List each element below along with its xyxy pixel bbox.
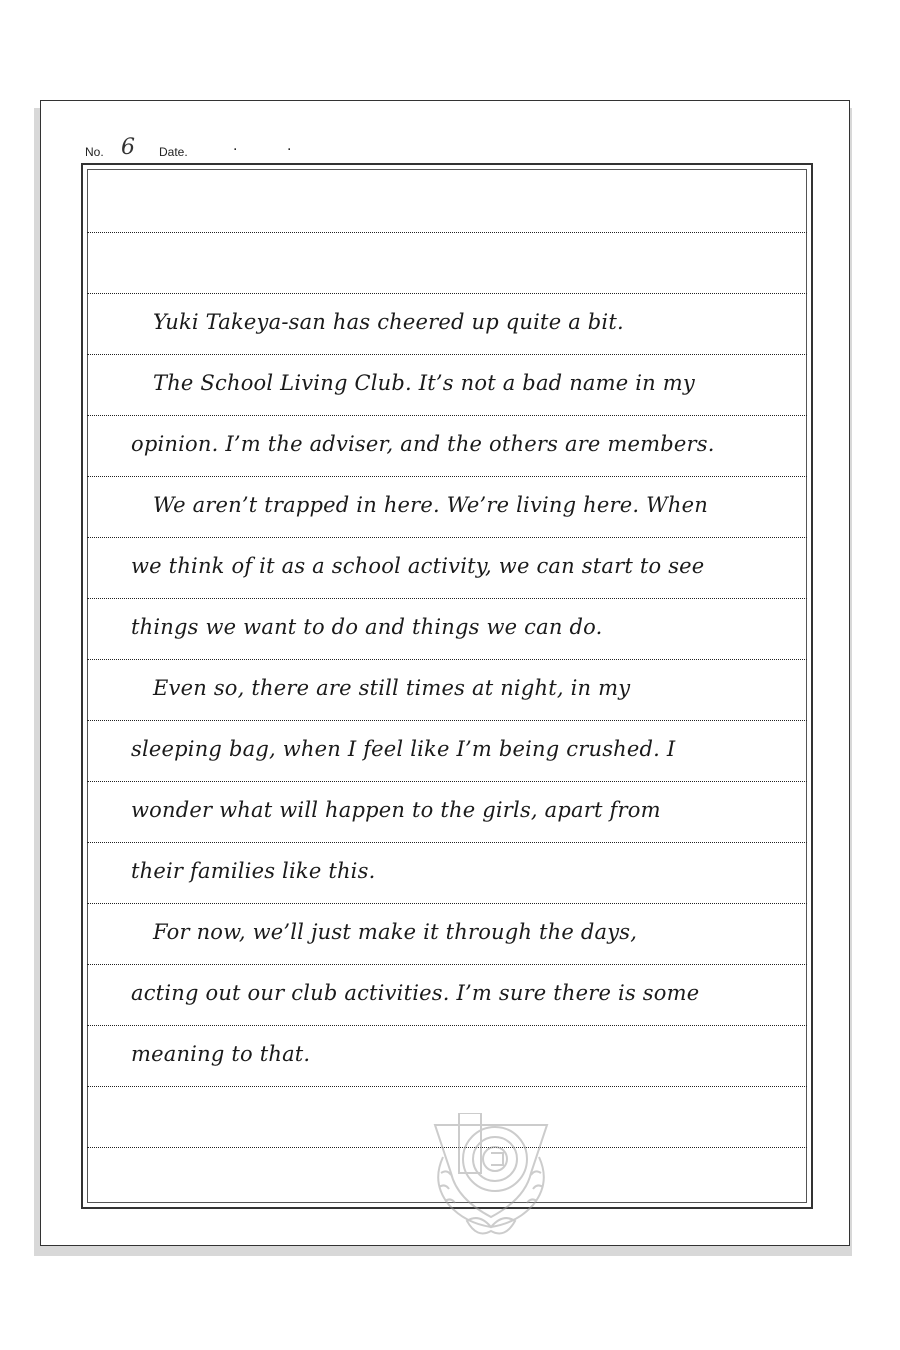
ruled-line <box>87 903 807 904</box>
ruled-line <box>87 598 807 599</box>
ruled-line <box>87 537 807 538</box>
ruled-line <box>87 659 807 660</box>
ruled-line <box>87 232 807 233</box>
ruled-line <box>87 842 807 843</box>
school-emblem-watermark <box>421 1113 561 1243</box>
page-number: 6 <box>121 135 135 160</box>
ruled-line <box>87 964 807 965</box>
date-separator: . <box>233 137 238 154</box>
text-line: opinion. I’m the adviser, and the others are members. <box>131 432 715 456</box>
text-line: sleeping bag, when I feel like I’m being crushed. I <box>131 737 676 761</box>
text-line: We aren’t trapped in here. We’re living here. When <box>153 493 708 517</box>
writing-frame <box>81 163 813 1209</box>
text-line: Yuki Takeya-san has cheered up quite a bit. <box>153 310 624 334</box>
text-line: The School Living Club. It’s not a bad name in my <box>153 371 695 395</box>
no-label: No. <box>85 145 104 159</box>
text-line: For now, we’ll just make it through the days, <box>153 920 638 944</box>
date-label: Date. <box>159 145 188 159</box>
journal-page <box>40 100 850 1246</box>
ruled-line <box>87 476 807 477</box>
text-line: we think of it as a school activity, we can start to see <box>131 554 705 578</box>
ruled-line <box>87 1025 807 1026</box>
text-line: things we want to do and things we can do. <box>131 615 603 639</box>
ruled-line <box>87 1086 807 1087</box>
text-line: meaning to that. <box>131 1042 311 1066</box>
ruled-line <box>87 720 807 721</box>
text-line: Even so, there are still times at night, in my <box>153 676 631 700</box>
page-header <box>85 135 485 165</box>
ruled-line <box>87 293 807 294</box>
text-line: wonder what will happen to the girls, apart from <box>131 798 661 822</box>
ruled-line <box>87 354 807 355</box>
ruled-line <box>87 415 807 416</box>
text-line: their families like this. <box>131 859 376 883</box>
date-separator: . <box>287 137 292 154</box>
text-line: acting out our club activities. I’m sure there is some <box>131 981 700 1005</box>
ruled-line <box>87 781 807 782</box>
